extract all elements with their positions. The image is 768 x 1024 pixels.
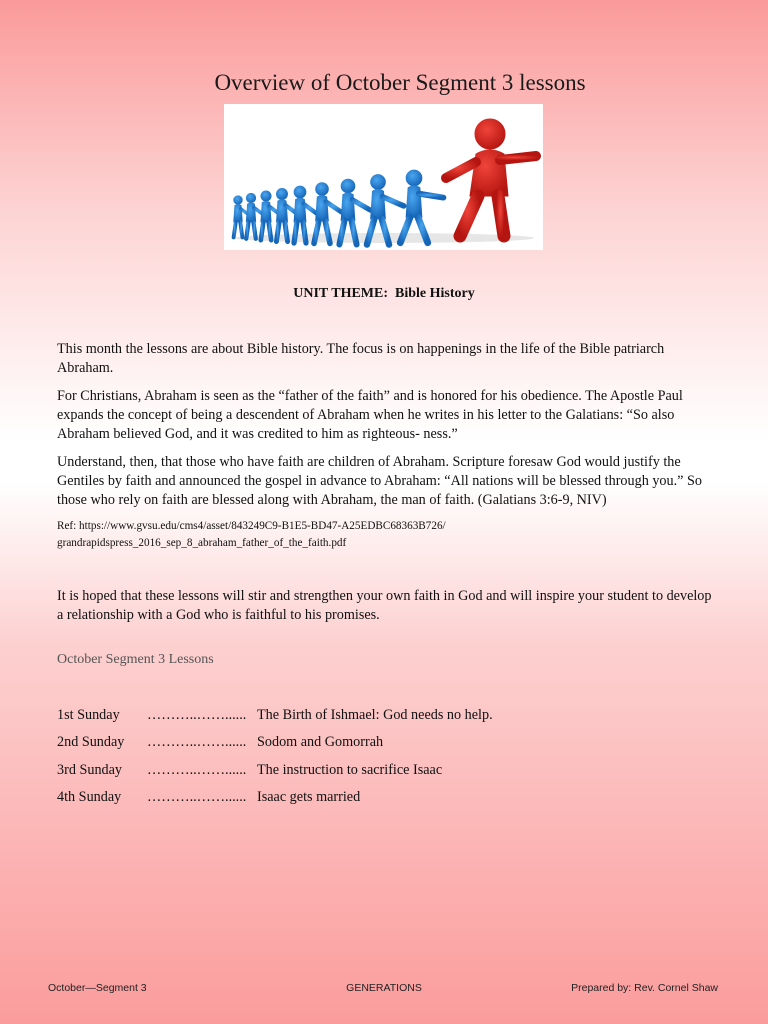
lesson-leader-dots: ………..……...... bbox=[147, 762, 247, 778]
footer-author: Prepared by: Rev. Cornel Shaw bbox=[571, 982, 718, 994]
lesson-day: 4th Sunday bbox=[57, 789, 122, 805]
reference-url-line-1: Ref: https://www.gvsu.edu/cms4/asset/843249C9-B1E5-BD47-A25EDBC68363B726/ bbox=[57, 520, 446, 532]
lesson-title: Sodom and Gomorrah bbox=[257, 734, 384, 750]
lesson-row bbox=[57, 733, 383, 751]
lesson-day: 1st Sunday bbox=[57, 707, 120, 723]
lesson-leader-dots: ………..……...... bbox=[147, 734, 247, 750]
unit-theme bbox=[0, 286, 768, 302]
lesson-row bbox=[57, 788, 360, 806]
lesson-row bbox=[57, 761, 442, 779]
reference bbox=[57, 518, 717, 552]
lesson-day: 2nd Sunday bbox=[57, 734, 125, 750]
page-title: Overview of October Segment 3 lessons bbox=[214, 70, 586, 95]
lesson-row bbox=[57, 706, 493, 724]
lessons-heading: October Segment 3 Lessons bbox=[57, 652, 214, 667]
leadership-figures-image bbox=[224, 104, 543, 250]
leader-followers-illustration bbox=[224, 104, 543, 250]
lesson-title: The instruction to sacrifice Isaac bbox=[257, 762, 443, 778]
hope-paragraph: It is hoped that these lessons will stir and strengthen your own faith in God and will inspire your student to develop a relationship with a God who is faithful to his promises. bbox=[57, 588, 712, 623]
lesson-title: The Birth of Ishmael: God needs no help. bbox=[257, 707, 493, 723]
footer-series-name: GENERATIONS bbox=[346, 982, 422, 994]
lesson-leader-dots: ………..……...... bbox=[147, 707, 247, 723]
lesson-leader-dots: ………..……...... bbox=[147, 789, 247, 805]
lesson-day: 3rd Sunday bbox=[57, 762, 123, 778]
unit-theme-label: UNIT THEME: bbox=[293, 286, 389, 301]
unit-theme-value: Bible History bbox=[395, 286, 475, 301]
abraham-paragraph: For Christians, Abraham is seen as the “father of the faith” and is honored for his obedience. The Apostle Paul expands the concept of being a descendent of Abraham when he writes in his letter to the Galatians: “So also Abraham believed God, and it was credited to him as righteous- ness.” bbox=[57, 388, 683, 442]
footer-segment: October—Segment 3 bbox=[48, 982, 147, 994]
intro-paragraph: This month the lessons are about Bible history. The focus is on happenings in the life of the Bible patriarch Abraham. bbox=[57, 341, 665, 376]
scripture-paragraph: Understand, then, that those who have faith are children of Abraham. Scripture foresaw God would justify the Gentiles by faith and announced the gospel in advance to Abraham: “All nations will be blessed through you.” So those who rely on faith are blessed along with Abraham, the man of faith. (Galatians 3:6-9, NIV) bbox=[57, 454, 702, 508]
reference-url-line-2: grandrapidspress_2016_sep_8_abraham_father_of_the_faith.pdf bbox=[57, 537, 347, 549]
lesson-title: Isaac gets married bbox=[257, 789, 361, 805]
